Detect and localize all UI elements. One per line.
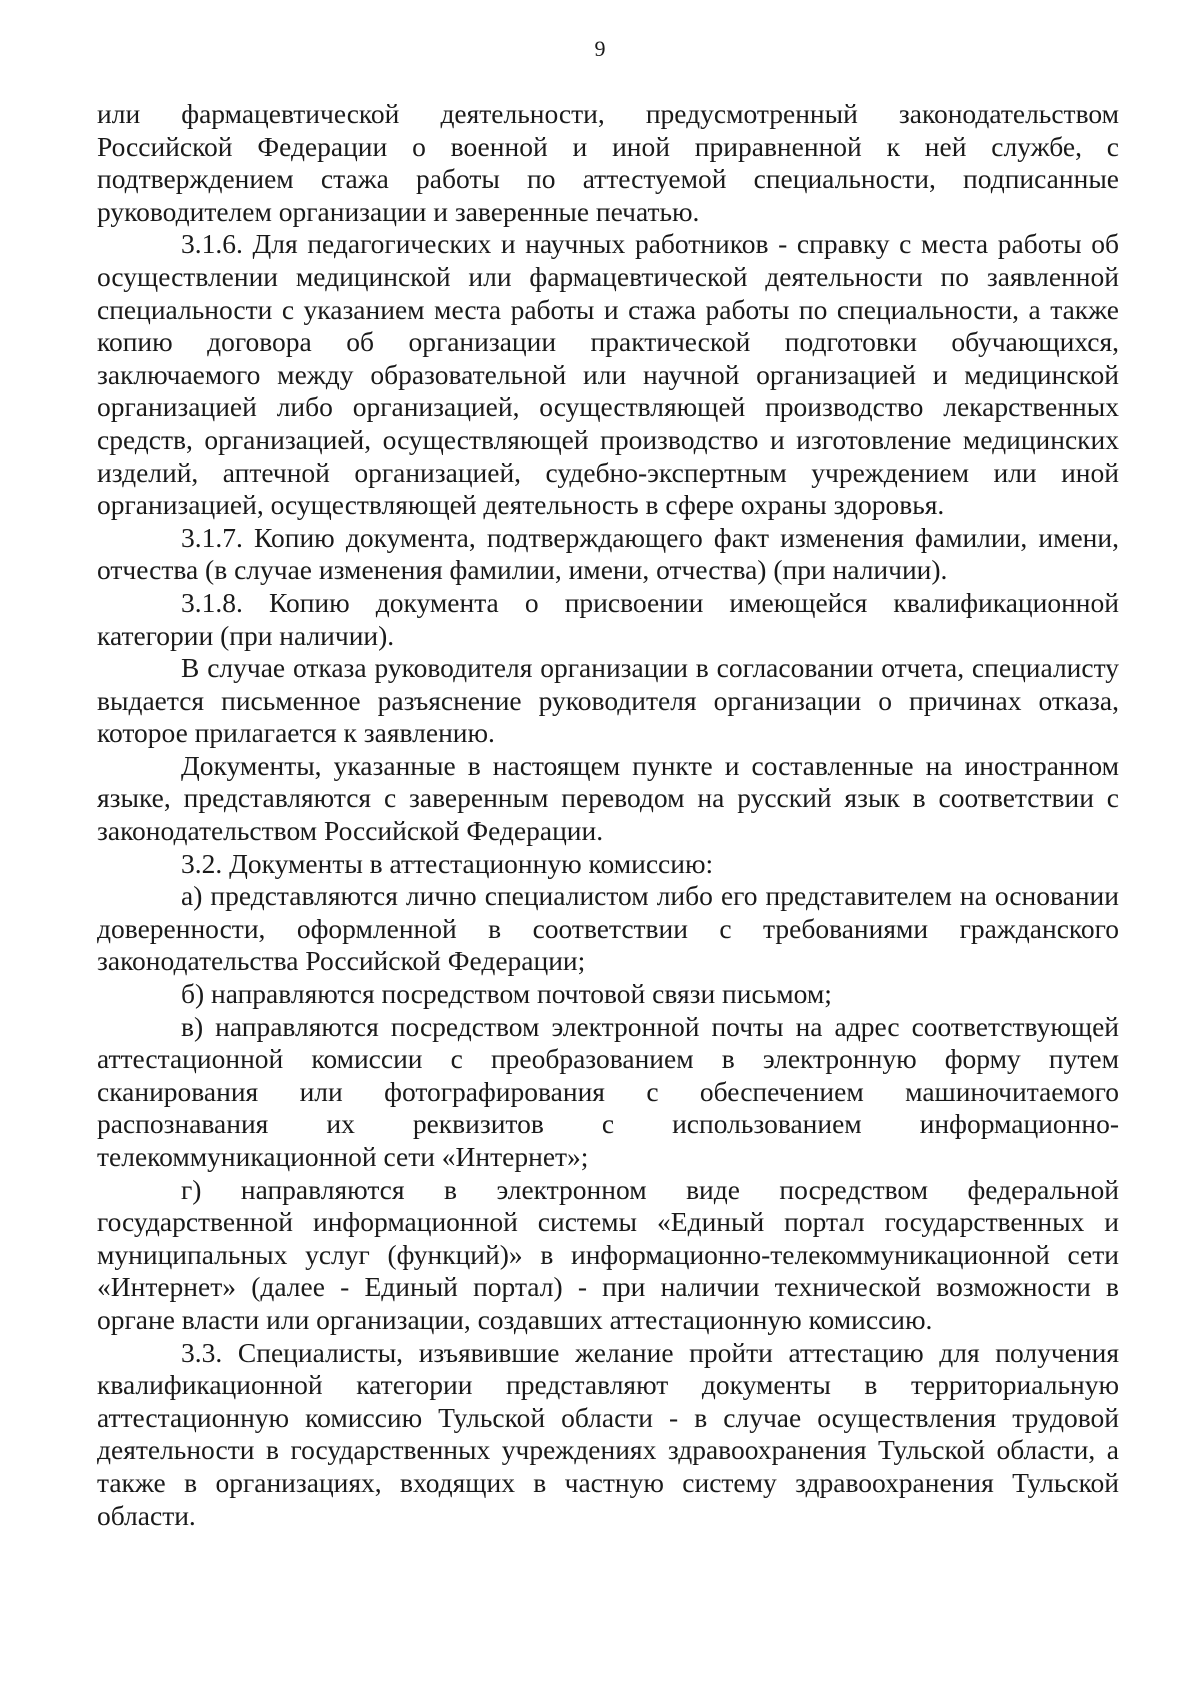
page-number: 9: [594, 36, 606, 61]
paragraph-3-1-7: 3.1.7. Копию документа, подтверждающего факт изменения фамилии, имени, отчества (в случае изменения фамилии, имени, отчества) (при наличии).: [97, 521, 1119, 586]
paragraph-3-1-8: 3.1.8. Копию документа о присвоении имеющейся квалификационной категории (при наличии).: [97, 586, 1119, 651]
document-body: [97, 98, 1119, 1532]
paragraph-refusal-case: В случае отказа руководителя организации в согласовании отчета, специалисту выдается письменное разъяснение руководителя организации о причинах отказа, которое прилагается к заявлению.: [97, 652, 1119, 749]
paragraph-3-2: 3.2. Документы в аттестационную комиссию:: [181, 847, 714, 879]
paragraph-3-2-a: а) представляются лично специалистом либо его представителем на основании доверенности, оформленной в соответствии с требованиями гражданского законодательства Российской Федерации;: [97, 880, 1119, 977]
paragraph-3-2-v: в) направляются посредством электронной почты на адрес соответствующей аттестационной комиссии с преобразованием в электронную форму путем сканирования или фотографирования с обеспечением машиночитаемого распознавания их реквизитов с использованием информационно-телекоммуникационной сети «Интернет»;: [97, 1010, 1119, 1172]
paragraph-3-2-g: г) направляются в электронном виде посредством федеральной государственной информационной системы «Единый портал государственных и муниципальных услуг (функций)» в информационно-телекоммуникационной сети «Интернет» (далее - Единый портал) - при наличии технической возможности в органе власти или организации, создавших аттестационную комиссию.: [97, 1173, 1119, 1335]
paragraph-foreign-documents: Документы, указанные в настоящем пункте и составленные на иностранном языке, представляются с заверенным переводом на русский язык в соответствии с законодательством Российской Федерации.: [97, 749, 1119, 847]
paragraph-continuation: или фармацевтической деятельности, предусмотренный законодательством Российской Федерации о военной и иной приравненной к ней службе, с подтверждением стажа работы по аттестуемой специальности, подписанные руководителем организации и заверенные печатью.: [97, 98, 1119, 227]
paragraph-3-3: 3.3. Специалисты, изъявившие желание пройти аттестацию для получения квалификационной категории представляют документы в территориальную аттестационную комиссию Тульской области - в случае осуществления трудовой деятельности в государственных учреждениях здравоохранения Тульской области, а также в организациях, входящих в частную систему здравоохранения Тульской области.: [97, 1336, 1119, 1531]
paragraph-3-2-b: б) направляются посредством почтовой связи письмом;: [181, 978, 832, 1010]
paragraph-3-1-6: 3.1.6. Для педагогических и научных работников - справку с места работы об осуществлении медицинской или фармацевтической деятельности по заявленной специальности с указанием места работы и стажа работы по специальности, а также копию договора об организации практической подготовки обучающихся, заключаемого между образовательной или научной организацией и медицинской организацией либо организацией, осуществляющей производство лекарственных средств, организацией, осуществляющей производство и изготовление медицинских изделий, аптечной организацией, судебно-экспертным учреждением или иной организацией, осуществляющей деятельность в сфере охраны здоровья.: [97, 228, 1119, 521]
